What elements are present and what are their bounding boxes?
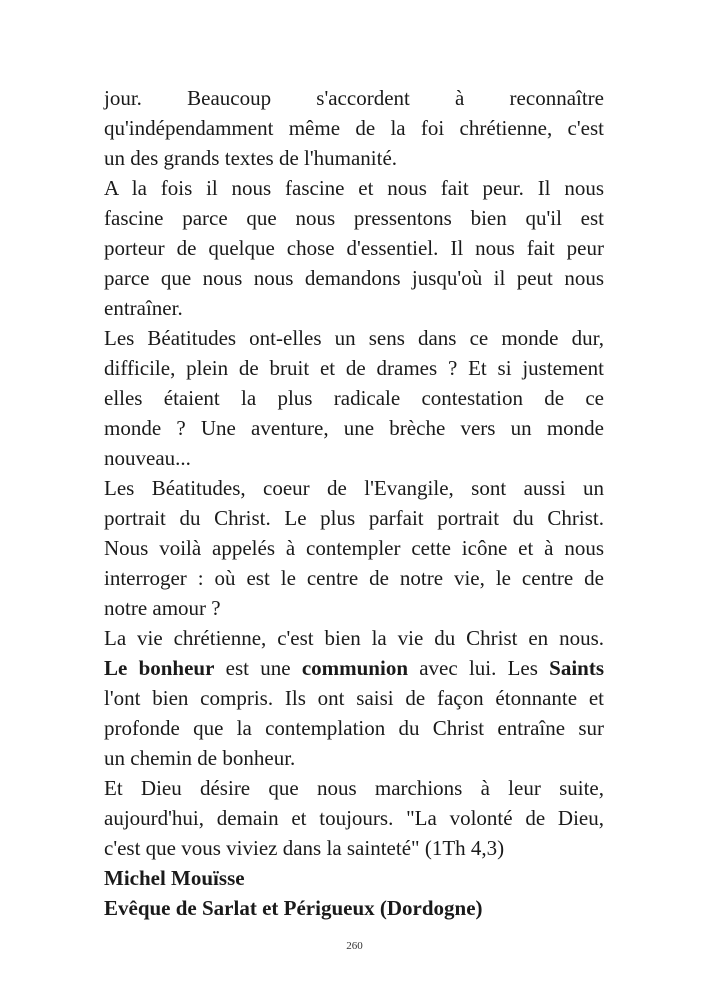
text-line: Et Dieu désire que nous marchions à leur suite, [104,776,604,800]
text-line: profonde que la contemplation du Christ entraîne sur [104,716,604,740]
text-line: un chemin de bonheur. [104,746,296,770]
text-run: est une [214,656,302,680]
signature-block [104,863,604,923]
text-line: c'est que vous viviez dans la sainteté" (1Th 4,3) [104,836,505,860]
text-line-mixed [104,653,604,683]
text-run: avec lui. Les [408,656,550,680]
paragraph-1 [104,83,604,173]
text-line: l'ont bien compris. Ils ont saisi de façon étonnante et [104,686,604,710]
text-line: portrait du Christ. Le plus parfait portrait du Christ. [104,506,604,530]
text-line: porteur de quelque chose d'essentiel. Il nous fait peur [104,236,604,260]
text-line: A la fois il nous fascine et nous fait peur. Il nous [104,176,604,200]
text-line: Les Béatitudes, coeur de l'Evangile, sont aussi un [104,476,604,500]
text-line: fascine parce que nous pressentons bien qu'il est [104,206,604,230]
paragraph-4 [104,473,604,623]
bold-term: communion [301,656,408,680]
text-line: parce que nous nous demandons jusqu'où il peut nous [104,266,604,290]
text-line: elles étaient la plus radicale contestation de ce [104,386,604,410]
text-line: La vie chrétienne, c'est bien la vie du Christ en nous. [104,626,604,650]
text-line: aujourd'hui, demain et toujours. "La volonté de Dieu, [104,806,604,830]
text-line: notre amour ? [104,596,221,620]
text-line: un des grands textes de l'humanité. [104,146,398,170]
text-line: monde ? Une aventure, une brèche vers un monde [104,416,604,440]
text-line: qu'indépendamment même de la foi chrétienne, c'est [104,116,604,140]
paragraph-5 [104,623,604,773]
text-line: nouveau... [104,446,191,470]
text-line: Nous voilà appelés à contempler cette icône et à nous [104,536,604,560]
bold-term: Le bonheur [104,656,215,680]
text-line: Les Béatitudes ont-elles un sens dans ce monde dur, [104,326,604,350]
author-name: Michel Mouïsse [104,866,245,890]
text-line: interroger : où est le centre de notre vie, le centre de [104,566,604,590]
text-line: jour. Beaucoup s'accordent à reconnaître [104,86,604,110]
bold-term: Saints [549,656,605,680]
paragraph-6 [104,773,604,863]
text-line: entraîner. [104,296,183,320]
page-body [104,83,604,923]
text-line: difficile, plein de bruit et de drames ? Et si justement [104,356,604,380]
page-number: 260 [346,940,363,952]
author-title: Evêque de Sarlat et Périgueux (Dordogne) [104,896,483,920]
paragraph-3 [104,323,604,473]
paragraph-2 [104,173,604,323]
